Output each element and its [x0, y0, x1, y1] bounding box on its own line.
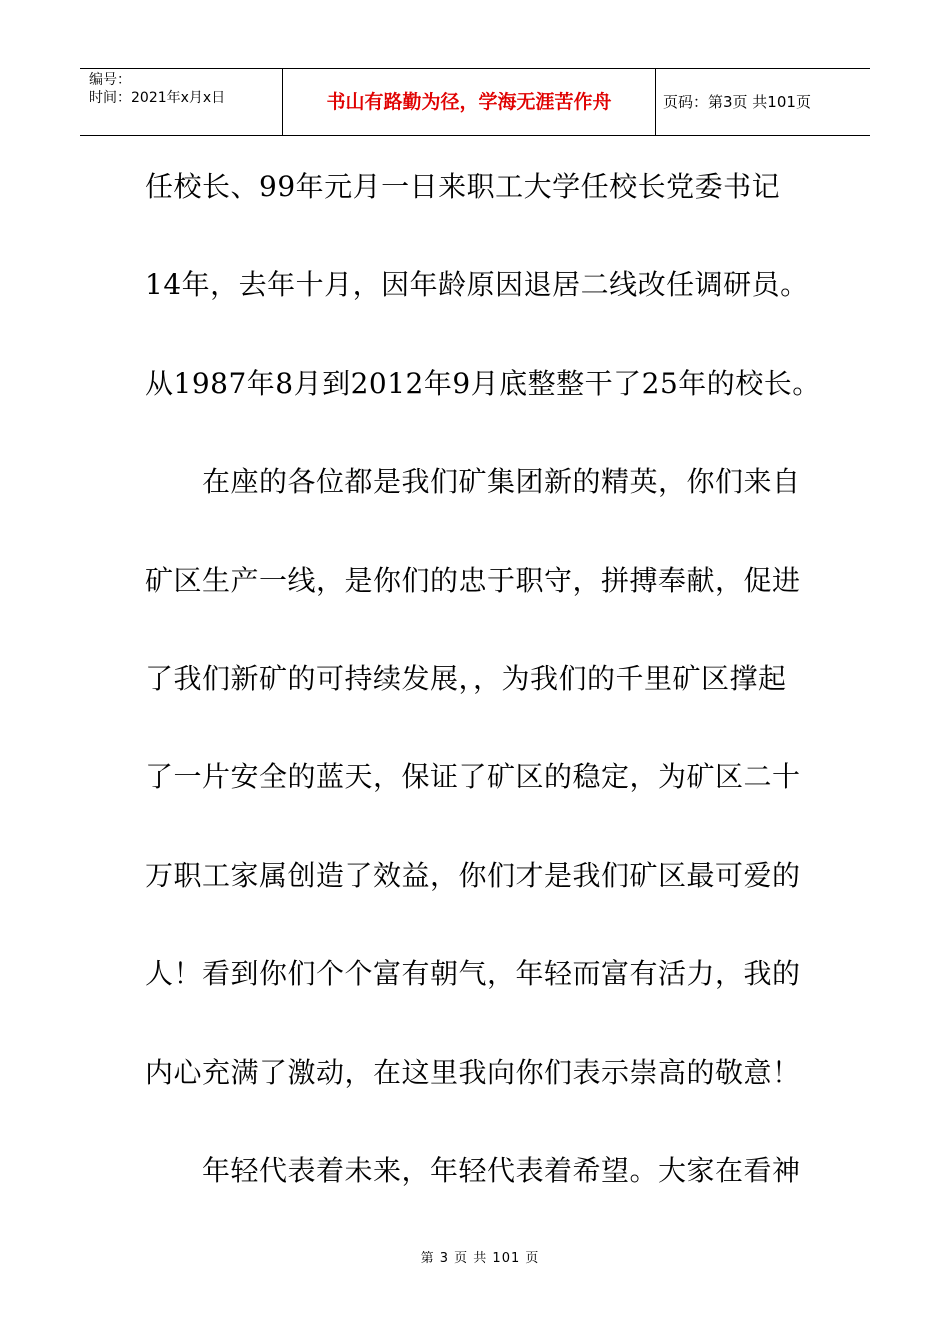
body-line: 14年，去年十月，因年龄原因退居二线改任调研员。 [145, 268, 809, 302]
body-line: 人！看到你们个个富有朝气，年轻而富有活力，我的 [145, 957, 801, 991]
header-motto: 书山有路勤为径，学海无涯苦作舟 [283, 69, 656, 135]
body-line: 万职工家属创造了效益，你们才是我们矿区最可爱的 [145, 858, 801, 892]
body-line: 任校长、99年元月一日来职工大学任校长党委书记 [145, 170, 781, 203]
time-label: 时间：2021年x月x日 [89, 90, 226, 106]
body-line: 了我们新矿的可持续发展，，为我们的千里矿区撑起 [145, 661, 787, 695]
body-line: 在座的各位都是我们矿集团新的精英，你们来自 [202, 465, 801, 499]
document-header [80, 68, 870, 136]
body-line: 内心充满了激动，在这里我向你们表示崇高的敬意！ [145, 1055, 801, 1089]
header-meta-cell [80, 69, 283, 135]
header-page-info: 页码：第3页 共101页 [663, 93, 811, 111]
body-line: 矿区生产一线，是你们的忠于职守，拼搏奉献，促进 [145, 563, 801, 597]
number-label: 编号： [89, 72, 131, 88]
body-line: 从1987年8月到2012年9月底整整干了25年的校长。 [145, 366, 821, 400]
page-footer: 第 3 页 共 101 页 [420, 1251, 540, 1266]
document-body [145, 157, 821, 1239]
body-line: 了一片安全的蓝天，保证了矿区的稳定，为矿区二十 [145, 760, 801, 794]
body-line: 年轻代表着未来，年轻代表着希望。大家在看神 [202, 1153, 801, 1187]
